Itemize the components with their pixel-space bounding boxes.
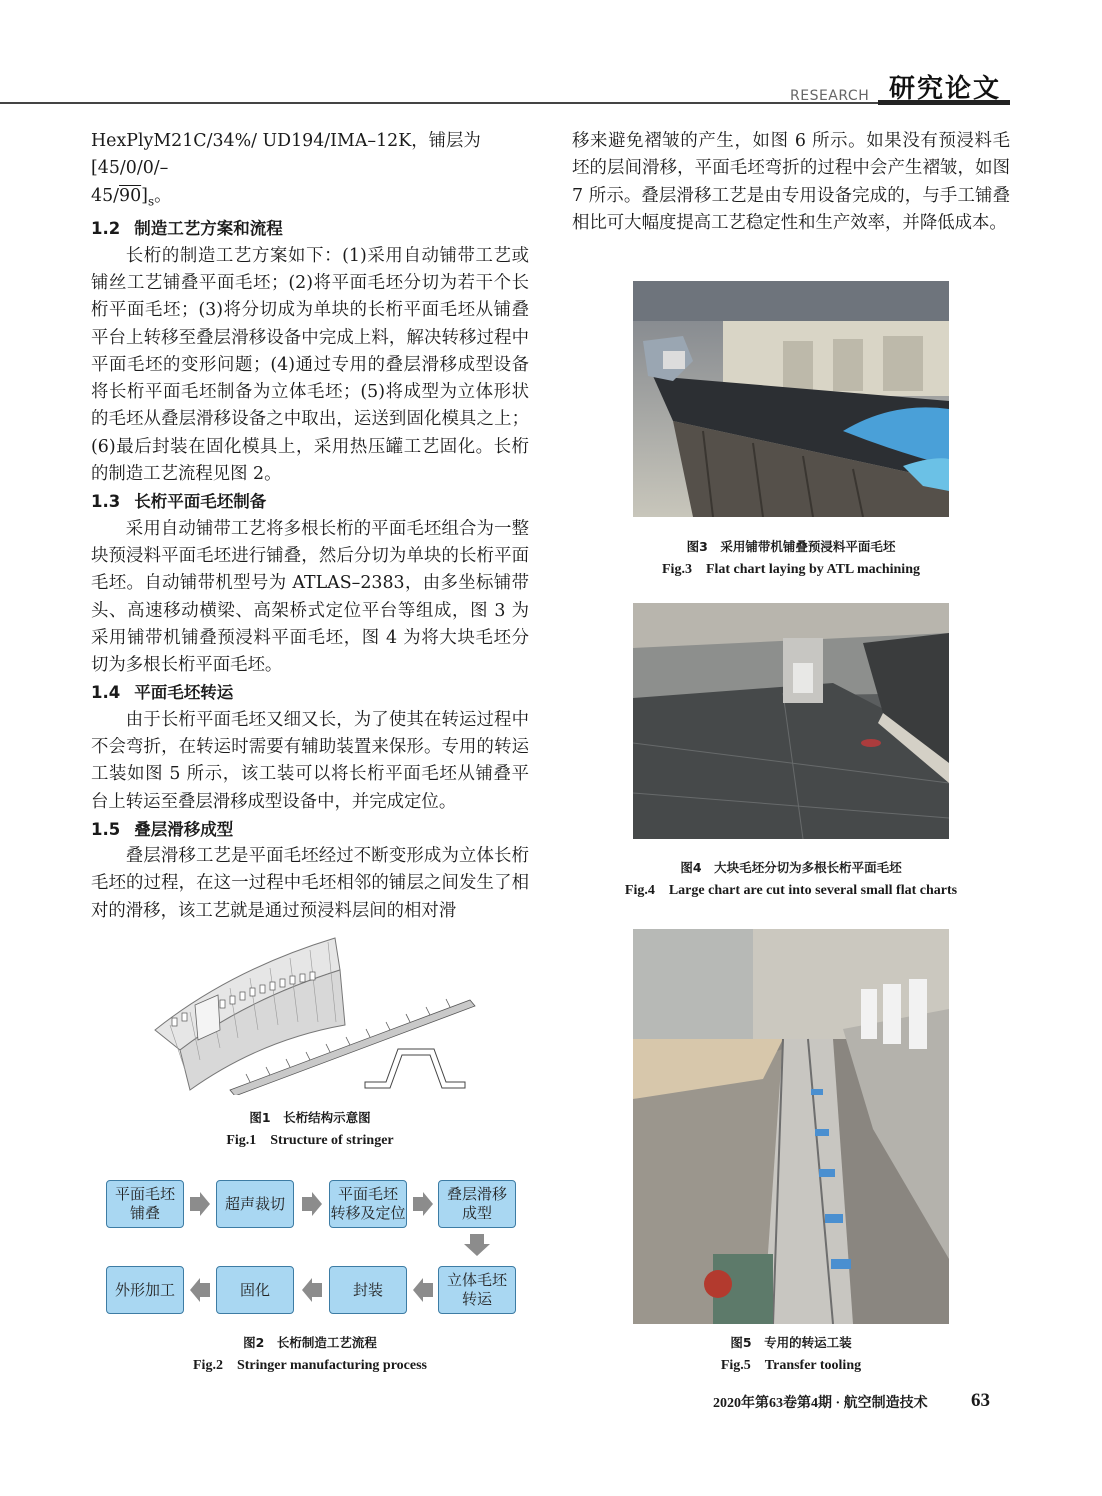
intro-line-1: HexPlyM21C/34%/ UD194/IMA–12K，铺层为 [45/0/0/– [91,131,481,179]
figure-2-caption-en: Fig.2 Stringer manufacturing process [193,1358,427,1373]
flow-box-curing: 固化 [216,1266,294,1314]
section-heading-1-5: 1.5 叠层滑移成型 [91,819,234,839]
flow-box-3d-transfer: 立体毛坯 转运 [438,1266,516,1314]
transfer-tooling-photo [633,929,949,1324]
figure-3-caption-zh: 图3 采用铺带机铺叠预浸料平面毛坯 [686,539,896,554]
section-body-1-2: 长桁的制造工艺方案如下：(1)采用自动铺带工艺或铺丝工艺铺叠平面毛坯；(2)将平面毛坯分切为若干个长桁平面毛坯；(3)将分切成为单块的长桁平面毛坯从铺叠平台上转移至叠层滑移设备中完成上料，解决转移过程中平面毛坯的变形问题；(4)通过专用的叠层滑移成型设备将长桁平面毛坯制备为立体毛坯；(5)将成型为立体形状的毛坯从叠层滑移设备之中取出，运送到固化模具之上；(6)最后封装在固化模具上，采用热压罐工艺固化。长桁的制造工艺流程见图 2。 [91,245,529,485]
cutting-photo [633,603,949,839]
left-column [91,128,529,925]
figure-1-caption-en: Fig.1 Structure of stringer [226,1133,394,1148]
figure-3-caption-en: Fig.3 Flat chart laying by ATL machining [662,562,920,577]
flow-box-bagging: 封装 [329,1266,407,1314]
section-heading-1-2: 1.2 制造工艺方案和流程 [91,219,283,239]
header-section-zh: 研究论文 [889,74,1002,104]
journal-footer: 2020年第63卷第4期 · 航空制造技术 [713,1396,928,1411]
figure-5-caption [572,1331,1010,1377]
section-heading-1-4: 1.4 平面毛坯转运 [91,683,234,703]
figure-5-caption-zh: 图5 专用的转运工装 [730,1335,852,1350]
figure-5-caption-en: Fig.5 Transfer tooling [720,1358,862,1373]
flowchart-arrows [100,1170,530,1320]
section-body-1-4: 由于长桁平面毛坯又细又长，为了使其在转运过程中不会弯折，在转运时需要有辅助装置来保形。专用的转运工装如图 5 所示，该工装可以将长桁平面毛坯从铺叠平台上转运至叠层滑移成型设备中，并完成定位。 [91,709,529,812]
figure-4-caption-zh: 图4 大块毛坯分切为多根长桁平面毛坯 [680,860,902,875]
figure-2-caption-zh: 图2 长桁制造工艺流程 [243,1335,377,1350]
right-column-body: 移来避免褶皱的产生，如图 6 所示。如果没有预浸料毛坯的层间滑移，平面毛坯弯折的过程中会产生褶皱，如图 7 所示。叠层滑移工艺是由专用设备完成的，与手工铺叠相比可大幅度提高工艺稳定性和生产效率，并降低成本。 [572,131,1010,233]
overline-90: 90 [119,185,142,206]
figure-3-caption [572,535,1010,581]
atl-layup-photo [633,281,949,517]
figure-1-caption-zh: 图1 长桁结构示意图 [249,1110,371,1125]
right-column [572,128,1010,237]
figure-1-caption [91,1106,529,1152]
flow-box-cutting: 超声裁切 [216,1180,294,1228]
stringer-structure-drawing [150,930,480,1095]
section-body-1-5: 叠层滑移工艺是平面毛坯经过不断变形成为立体长桁毛坯的过程，在这一过程中毛坯相邻的铺层之间发生了相对的滑移，该工艺就是通过预浸料层间的相对滑 [91,846,529,921]
flow-box-trimming: 外形加工 [106,1266,184,1314]
figure-4-caption-en: Fig.4 Large chart are cut into several small flat charts [624,883,958,898]
flow-box-layup: 平面毛坯 铺叠 [106,1180,184,1228]
flow-box-transfer: 平面毛坯 转移及定位 [329,1180,407,1228]
flow-box-slide-forming: 叠层滑移 成型 [438,1180,516,1228]
header-section-en: RESEARCH [790,88,870,104]
section-heading-1-3: 1.3 长桁平面毛坯制备 [91,492,267,512]
figure-2-caption [91,1331,529,1377]
figure-4-caption [572,856,1010,902]
intro-line-2: $45/90]_s$。 [91,185,172,209]
page-number: 63 [971,1390,990,1411]
section-body-1-3: 采用自动铺带工艺将多根长桁的平面毛坯组合为一整块预浸料平面毛坯进行铺叠，然后分切为单块的长桁平面毛坯。自动铺带机型号为 ATLAS–2383，由多坐标铺带头、高速移动横梁、高架桥式定位平台等组成，图 3 为采用铺带机铺叠预浸料平面毛坯，图 4 为将大块毛坯分切为多根长桁平面毛坯。 [91,518,529,676]
